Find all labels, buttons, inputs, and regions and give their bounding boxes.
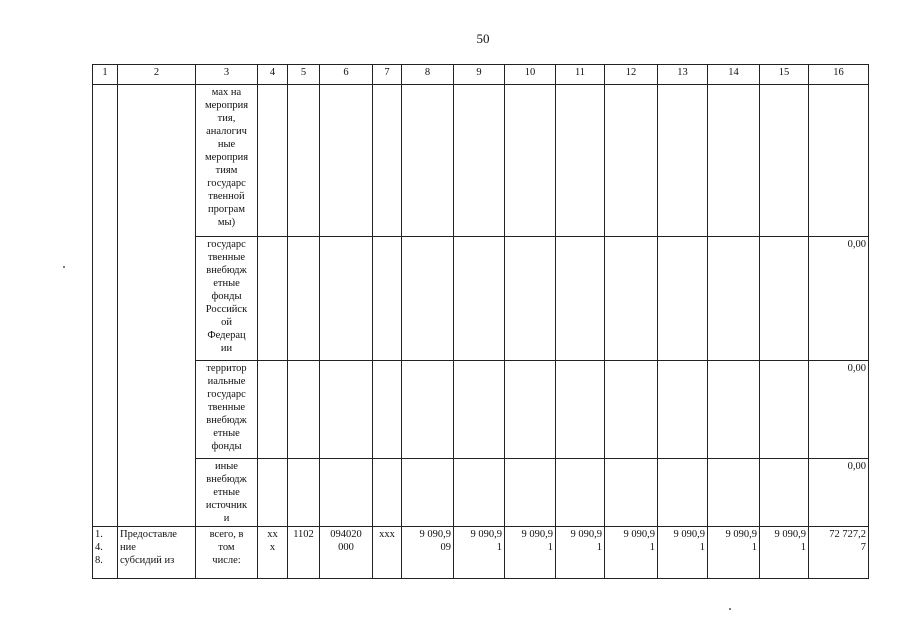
header-cell: 4 (258, 65, 288, 85)
funding-source-label: всего, в том числе: (196, 527, 258, 579)
cell-empty (760, 85, 809, 237)
header-cell: 5 (288, 65, 320, 85)
total-value: 0,00 (809, 361, 869, 459)
cell-empty (258, 237, 288, 361)
header-cell: 7 (373, 65, 402, 85)
funding-source-label: иные внебюдж етные источник и (196, 459, 258, 527)
cell-empty (605, 85, 658, 237)
amount-cell: 9 090,9 1 (605, 527, 658, 579)
cell-empty (454, 459, 505, 527)
amount-cell: 9 090,9 1 (454, 527, 505, 579)
cell-empty (402, 361, 454, 459)
cell-empty (605, 361, 658, 459)
header-cell: 12 (605, 65, 658, 85)
cell-empty (258, 459, 288, 527)
code-cell: 1102 (288, 527, 320, 579)
cell-empty (658, 85, 708, 237)
item-name: Предоставле ние субсидий из (118, 527, 196, 579)
total-value: 0,00 (809, 459, 869, 527)
cell-empty (320, 459, 373, 527)
cell-empty (605, 237, 658, 361)
header-cell: 6 (320, 65, 373, 85)
cell-empty (658, 361, 708, 459)
cell-empty (505, 237, 556, 361)
cell-empty (505, 361, 556, 459)
header-cell: 13 (658, 65, 708, 85)
cell-empty (454, 237, 505, 361)
scan-speck (63, 266, 65, 268)
total-value: 0,00 (809, 237, 869, 361)
cell-empty (505, 459, 556, 527)
cell-empty (288, 237, 320, 361)
cell-empty (708, 85, 760, 237)
funding-source-label: государс твенные внебюдж етные фонды Российск ой Федерац ии (196, 237, 258, 361)
amount-cell: 9 090,9 1 (658, 527, 708, 579)
cell-empty (658, 459, 708, 527)
cell-empty (402, 237, 454, 361)
header-cell: 15 (760, 65, 809, 85)
header-cell: 3 (196, 65, 258, 85)
header-cell: 16 (809, 65, 869, 85)
table-row (93, 527, 869, 579)
amount-cell: 9 090,9 1 (505, 527, 556, 579)
cell-empty (760, 361, 809, 459)
cell-empty (288, 459, 320, 527)
total-value (809, 85, 869, 237)
cell-empty (93, 85, 118, 527)
cell-empty (118, 85, 196, 527)
cell-empty (708, 237, 760, 361)
page-number: 50 (476, 31, 490, 46)
code-cell: 094020 000 (320, 527, 373, 579)
amount-cell: 9 090,9 09 (402, 527, 454, 579)
cell-empty (760, 237, 809, 361)
funding-source-label: территор иальные государс твенные внебюдж етные фонды (196, 361, 258, 459)
cell-empty (373, 459, 402, 527)
amount-cell: 9 090,9 1 (556, 527, 605, 579)
table-row (93, 237, 869, 361)
header-cell: 14 (708, 65, 760, 85)
code-cell: хх х (258, 527, 288, 579)
budget-table (92, 64, 869, 579)
cell-empty (708, 459, 760, 527)
cell-empty (505, 85, 556, 237)
cell-empty (402, 459, 454, 527)
cell-empty (556, 237, 605, 361)
amount-cell: 9 090,9 1 (708, 527, 760, 579)
cell-empty (320, 361, 373, 459)
header-cell: 8 (402, 65, 454, 85)
cell-empty (760, 459, 809, 527)
amount-cell: 9 090,9 1 (760, 527, 809, 579)
header-cell: 11 (556, 65, 605, 85)
cell-empty (605, 459, 658, 527)
cell-empty (258, 361, 288, 459)
header-row (93, 65, 869, 85)
header-cell: 9 (454, 65, 505, 85)
total-value: 72 727,2 7 (809, 527, 869, 579)
cell-empty (402, 85, 454, 237)
cell-empty (454, 85, 505, 237)
cell-empty (320, 237, 373, 361)
item-number: 1. 4. 8. (93, 527, 118, 579)
cell-empty (556, 459, 605, 527)
cell-empty (258, 85, 288, 237)
header-cell: 10 (505, 65, 556, 85)
header-cell: 2 (118, 65, 196, 85)
header-cell: 1 (93, 65, 118, 85)
scan-speck (729, 608, 731, 610)
table-row (93, 459, 869, 527)
funding-source-label: мах на мероприя тия, аналогич ные мероприя тиям государс твенной програм мы) (196, 85, 258, 237)
code-cell: ххх (373, 527, 402, 579)
cell-empty (288, 361, 320, 459)
table-row (93, 361, 869, 459)
cell-empty (556, 361, 605, 459)
cell-empty (658, 237, 708, 361)
cell-empty (373, 237, 402, 361)
table-row (93, 85, 869, 237)
cell-empty (373, 361, 402, 459)
cell-empty (454, 361, 505, 459)
cell-empty (288, 85, 320, 237)
cell-empty (708, 361, 760, 459)
cell-empty (373, 85, 402, 237)
cell-empty (556, 85, 605, 237)
cell-empty (320, 85, 373, 237)
